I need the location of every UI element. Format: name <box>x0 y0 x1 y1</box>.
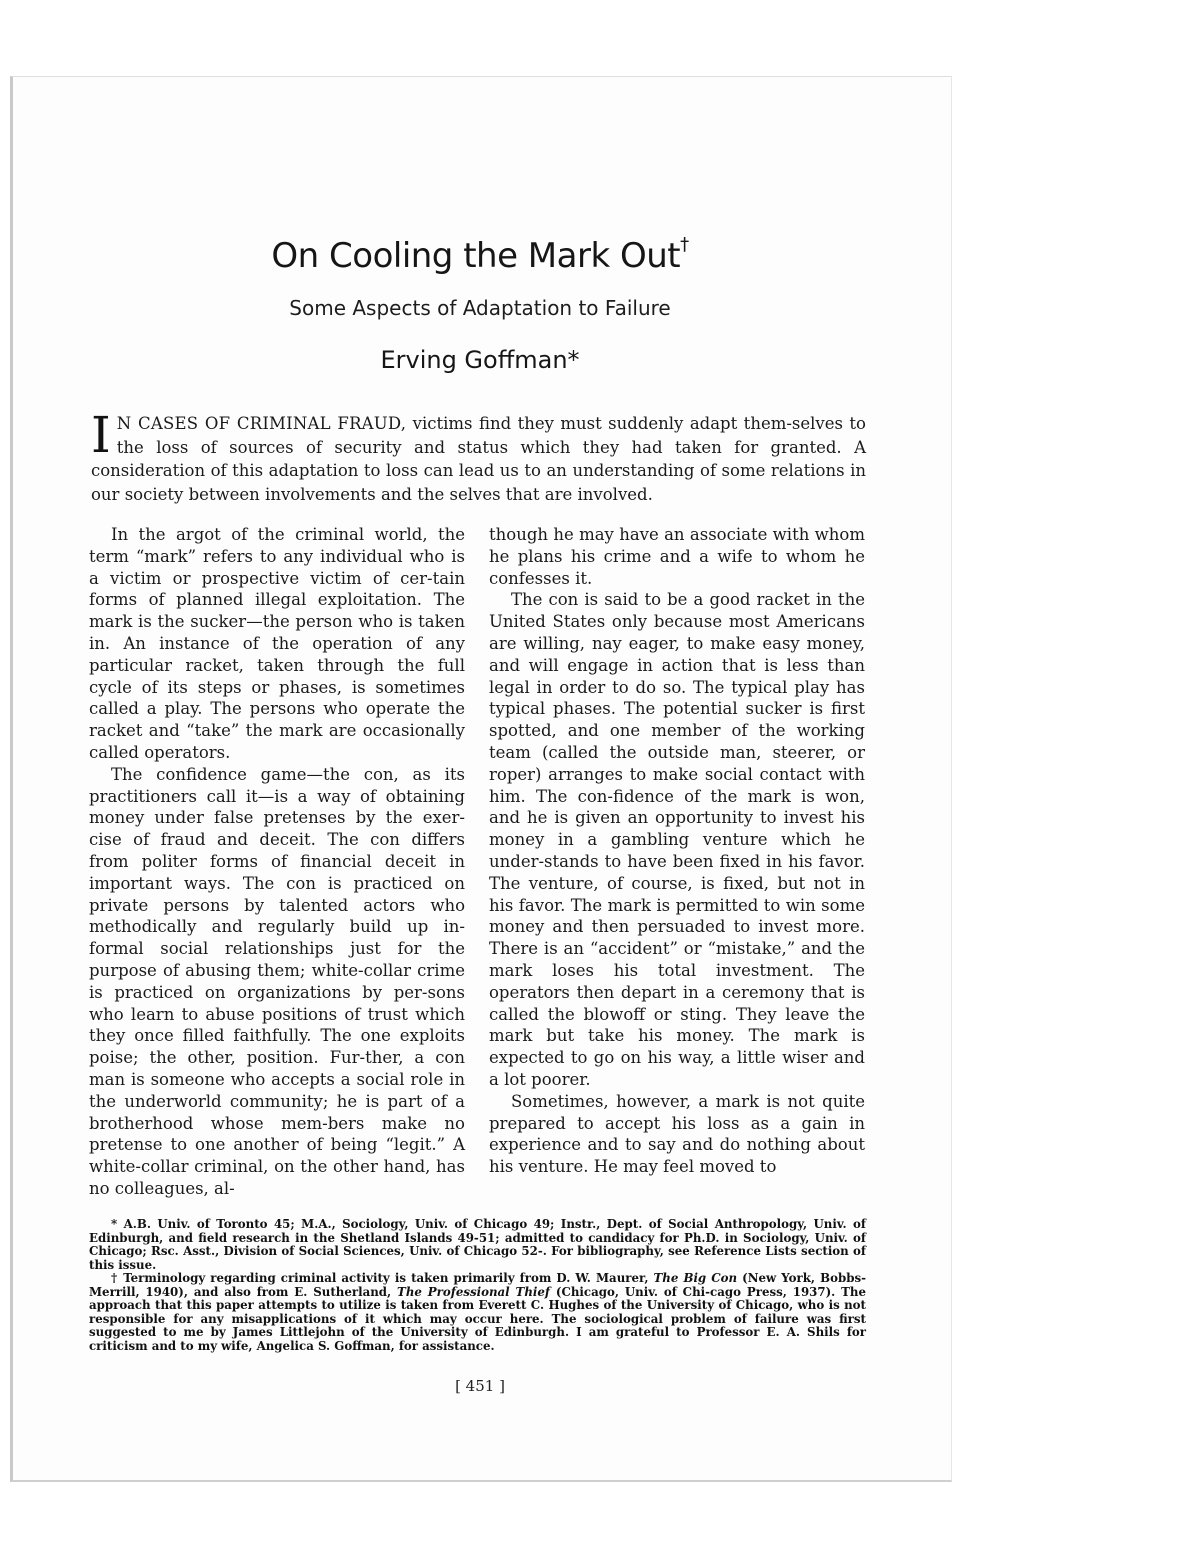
abstract-paragraph <box>91 406 866 506</box>
title-footnote-mark: † <box>680 234 689 255</box>
footnotes <box>89 1218 866 1353</box>
drop-cap: I <box>91 406 111 464</box>
footnote-title <box>89 1272 866 1353</box>
right-column <box>489 524 865 1178</box>
left-column <box>89 524 465 1200</box>
article-title-text: On Cooling the Mark Out <box>271 236 681 276</box>
body-paragraph: The con is said to be a good racket in the United States only because most Americans are willing, nay eager, to make easy money, and will engage in action that is less than legal in order to do so. The typical play has typical phases. The potential sucker is first spotted, and one member of the working team (called the outside man, steerer, or roper) arranges to make social contact with him. The con-fidence of the mark is won, and he is given an opportunity to invest his money in a gambling venture which he under-stands to have been fixed in his favor. The venture, of course, is fixed, but not in his favor. The mark is permitted to win some money and then persuaded to invest more. There is an “accident” or “mistake,” and the mark loses his total investment. The operators then depart in a ceremony that is called the blowoff or sting. They leave the mark but take his money. The mark is expected to go on his way, a little wiser and a lot poorer. <box>489 590 865 1089</box>
footnote-text: (New York, Bobbs-Merrill, 1940), and also from E. Sutherland, <box>89 1271 866 1299</box>
body-paragraph: Sometimes, however, a mark is not quite prepared to accept his loss as a gain in experience and to say and do nothing about his venture. He may feel moved to <box>489 1091 865 1177</box>
page-number: [ 451 ] <box>455 1377 505 1395</box>
body-paragraph: The confidence game—the con, as its practitioners call it—is a way of obtaining money under false pretenses by the exer-cise of fraud and deceit. The con differs from politer forms of financial deceit in important ways. The con is practiced on private persons by talented actors who methodically and regularly build up in-formal social relationships just for the purpose of abusing them; white-collar crime is practiced on organizations by per-sons who learn to abuse positions of trust which they once filled faithfully. The one exploits poise; the other, position. Fur-ther, a con man is someone who accepts a social role in the underworld community; he is part of a brotherhood whose mem-bers make no pretense to one another of being “legit.” A white-collar criminal, on the other hand, has no colleagues, al- <box>89 764 465 1198</box>
article-subtitle: Some Aspects of Adaptation to Failure <box>289 296 671 320</box>
body-paragraph: In the argot of the criminal world, the term “mark” refers to any individual who is a victim or prospective victim of cer-tain forms of planned illegal exploitation. The mark is the sucker—the person who is taken in. An instance of the operation of any particular racket, taken through the full cycle of its steps or phases, is sometimes called a play. The persons who operate the racket and “take” the mark are occasionally called operators. <box>89 525 465 762</box>
author-name: Erving Goffman* <box>380 346 580 374</box>
cited-book-title: The Professional Thief <box>397 1284 550 1299</box>
footnote-text: † Terminology regarding criminal activity is taken primarily from D. W. Maurer, <box>111 1271 654 1285</box>
footnote-text: (Chicago, Univ. of Chi-cago Press, 1937). The approach that this paper attempts to utilize is taken from Everett C. Hughes of the University of Chicago, who is not responsible for any misapplications of it which may occur here. The sociological problem of failure was first suggested to me by James Littlejohn of the University of Edinburgh. I am grateful to Professor E. A. Shils for criticism and to my wife, Angelica S. Goffman, for assistance. <box>89 1284 867 1353</box>
cited-book-title: The Big Con <box>653 1271 738 1285</box>
body-paragraph-continuation: though he may have an associate with whom he plans his crime and a wife to whom he confesses it. <box>489 525 865 588</box>
abstract-text: victims find they must suddenly adapt them-selves to the loss of sources of security and status which they had taken for granted. A consideration of this adaptation to loss can lead us to an understanding of some relations in our society between involvements and the selves that are involved. <box>91 414 866 504</box>
abstract-lead: N CASES OF CRIMINAL FRAUD, <box>116 414 407 433</box>
article-title <box>0 236 960 276</box>
footnote-author: * A.B. Univ. of Toronto 45; M.A., Sociology, Univ. of Chicago 49; Instr., Dept. of Social Anthropology, Univ. of Edinburgh, and field research in the Shetland Islands 49-51; admitted to candidacy for Ph.D. in Sociology, Univ. of Chicago; Rsc. Asst., Division of Social Sciences, Univ. of Chicago 52-. For bibliography, see Reference Lists section of this issue. <box>89 1217 866 1272</box>
